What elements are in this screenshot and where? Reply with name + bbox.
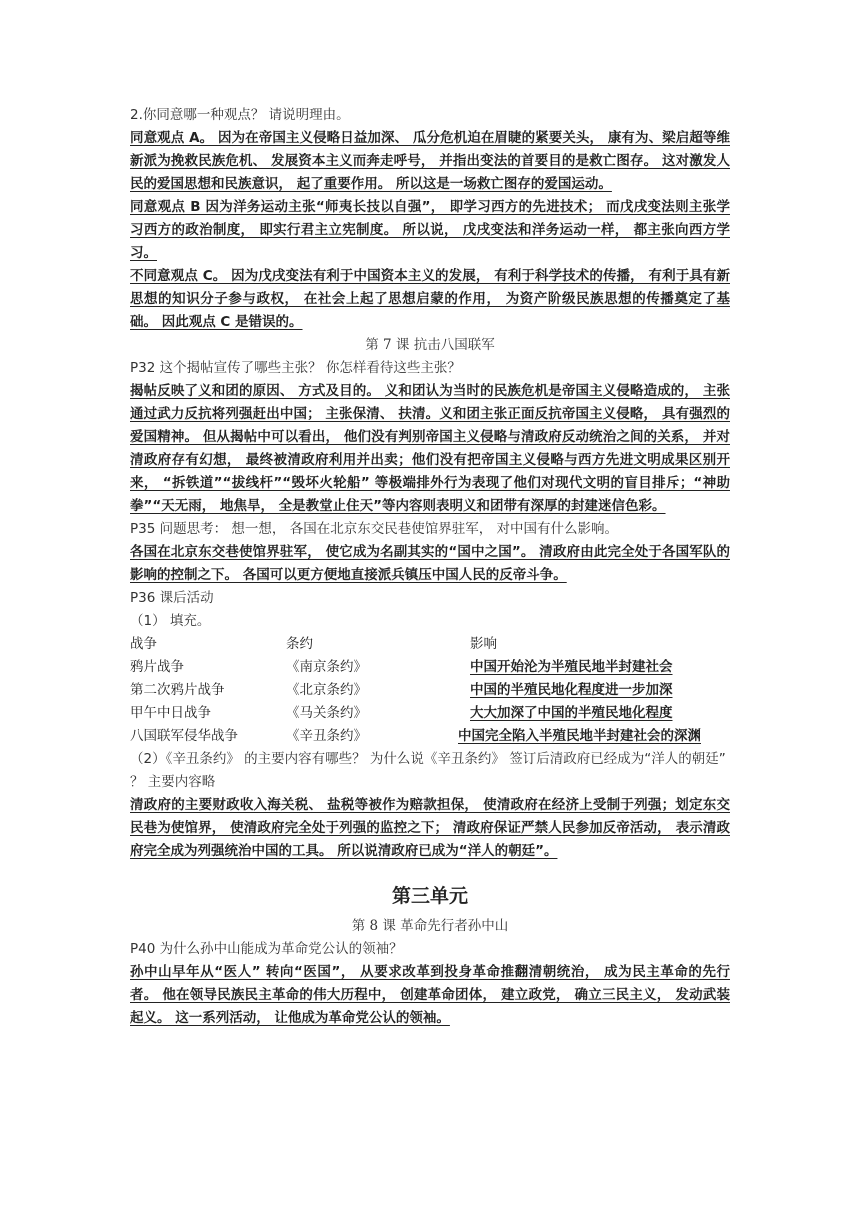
question-2: 2.你同意哪一种观点？ 请说明理由。 xyxy=(130,107,350,123)
answer-xinchou: 清政府的主要财政收入海关税、 盐税等被作为赔款担保， 使清政府在经济上受制于列强；划定东交民巷为使馆界， 使清政府完全处于列强的监控之下； 清政府保证严禁人民参加反帝活动， 表示清政府完全成为列强统治中国的工具。 所以说清政府已成为“洋人的朝廷”。 xyxy=(130,797,730,859)
answer-view-a: 同意观点 A。 因为在帝国主义侵略日益加深、 瓜分危机迫在眉睫的紧要关头， 康有为、梁启超等维新派为挽救民族危机、 发展资本主义而奔走呼号， 并指出变法的首要目的是救亡图存。 这对激发人民的爱国思想和民族意识， 起了重要作用。 所以这是一场救亡图存的爱国运动。 xyxy=(130,130,730,192)
lesson-8-title: 第 8 课 革命先行者孙中山 xyxy=(351,918,509,934)
p32-question: P32 这个揭帖宣传了哪些主张？ 你怎样看待这些主张？ xyxy=(130,360,461,376)
war-cell: 鸦片战争 xyxy=(130,659,184,675)
war-cell: 第二次鸦片战争 xyxy=(130,682,225,698)
treaty-cell: 《辛丑条约》 xyxy=(286,728,367,744)
table-row xyxy=(130,679,730,702)
p35-answer: 各国在北京东交巷使馆界驻军， 使它成为名副其实的“国中之国”。 清政府由此完全处于各国军队的影响的控制之下。 各国可以更方便地直接派兵镇压中国人民的反帝斗争。 xyxy=(130,544,730,583)
impact-cell: 大大加深了中国的半殖民地化程度 xyxy=(470,705,673,721)
lesson-7-title: 第 7 课 抗击八国联军 xyxy=(365,337,495,353)
treaty-cell: 《南京条约》 xyxy=(286,659,367,675)
table-row xyxy=(130,656,730,679)
document-page xyxy=(130,104,730,1030)
header-war: 战争 xyxy=(130,636,157,652)
table-row xyxy=(130,725,730,748)
table-header-row xyxy=(130,633,730,656)
fill-prompt: （1） 填充。 xyxy=(130,613,211,629)
answer-view-c: 不同意观点 C。 因为戊戌变法有利于中国资本主义的发展， 有利于科学技术的传播， 有利于具有新思想的知识分子参与政权， 在社会上起了思想启蒙的作用， 为资产阶级民族思想的传播奠定了基础。 因此观点 C 是错误的。 xyxy=(130,268,730,330)
p35-question: P35 问题思考： 想一想， 各国在北京东交民巷使馆界驻军， 对中国有什么影响。 xyxy=(130,521,618,537)
treaty-cell: 《北京条约》 xyxy=(286,682,367,698)
p40-answer: 孙中山早年从“医人” 转向“医国”， 从要求改革到投身革命推翻清朝统治， 成为民主革命的先行者。 他在领导民族民主革命的伟大历程中， 创建革命团体， 建立政党， 确立三民主义， 发动武装起义。 这一系列活动， 让他成为革命党公认的领袖。 xyxy=(130,964,730,1026)
treaty-cell: 《马关条约》 xyxy=(286,705,367,721)
war-cell: 八国联军侵华战争 xyxy=(130,728,238,744)
p36-heading: P36 课后活动 xyxy=(130,590,214,606)
question-xinchou: （2）《辛丑条约》 的主要内容有哪些？ 为什么说《辛丑条约》 签订后清政府已经成为“洋人的朝廷” ？ 主要内容略 xyxy=(130,751,726,790)
treaty-table xyxy=(130,633,730,748)
impact-cell: 中国完全陷入半殖民地半封建社会的深渊 xyxy=(458,728,701,744)
unit-3-heading: 第三单元 xyxy=(391,885,468,907)
p32-answer: 揭帖反映了义和团的原因、 方式及目的。 义和团认为当时的民族危机是帝国主义侵略造成的， 主张通过武力反抗将列强赶出中国； 主张保清、 扶清。义和团主张正面反抗帝国主义侵略， 具有强烈的爱国精神。 但从揭帖中可以看出， 他们没有判别帝国主义侵略与清政府反动统治之间的关系， 并对清政府存有幻想， 最终被清政府利用并出卖；他们没有把帝国主义侵略与西方先进文明成果区别开来， “拆铁道”“拔线杆”“毁坏火轮船” 等极端排外行为表现了他们对现代文明的盲目排斥；“神助拳”“天无雨， 地焦旱， 全是教堂止住天”等内容则表明义和团带有深厚的封建迷信色彩。 xyxy=(130,383,730,514)
impact-cell: 中国的半殖民地化程度进一步加深 xyxy=(470,682,673,698)
table-row xyxy=(130,702,730,725)
header-treaty: 条约 xyxy=(286,636,313,652)
header-impact: 影响 xyxy=(470,636,497,652)
impact-cell: 中国开始沦为半殖民地半封建社会 xyxy=(470,659,673,675)
p40-question: P40 为什么孙中山能成为革命党公认的领袖？ xyxy=(130,941,403,957)
war-cell: 甲午中日战争 xyxy=(130,705,211,721)
answer-view-b: 同意观点 B 因为洋务运动主张“师夷长技以自强”， 即学习西方的先进技术； 而戊戌变法则主张学习西方的政治制度， 即实行君主立宪制度。 所以说， 戊戌变法和洋务运动一样， 都主张向西方学习。 xyxy=(130,199,730,261)
